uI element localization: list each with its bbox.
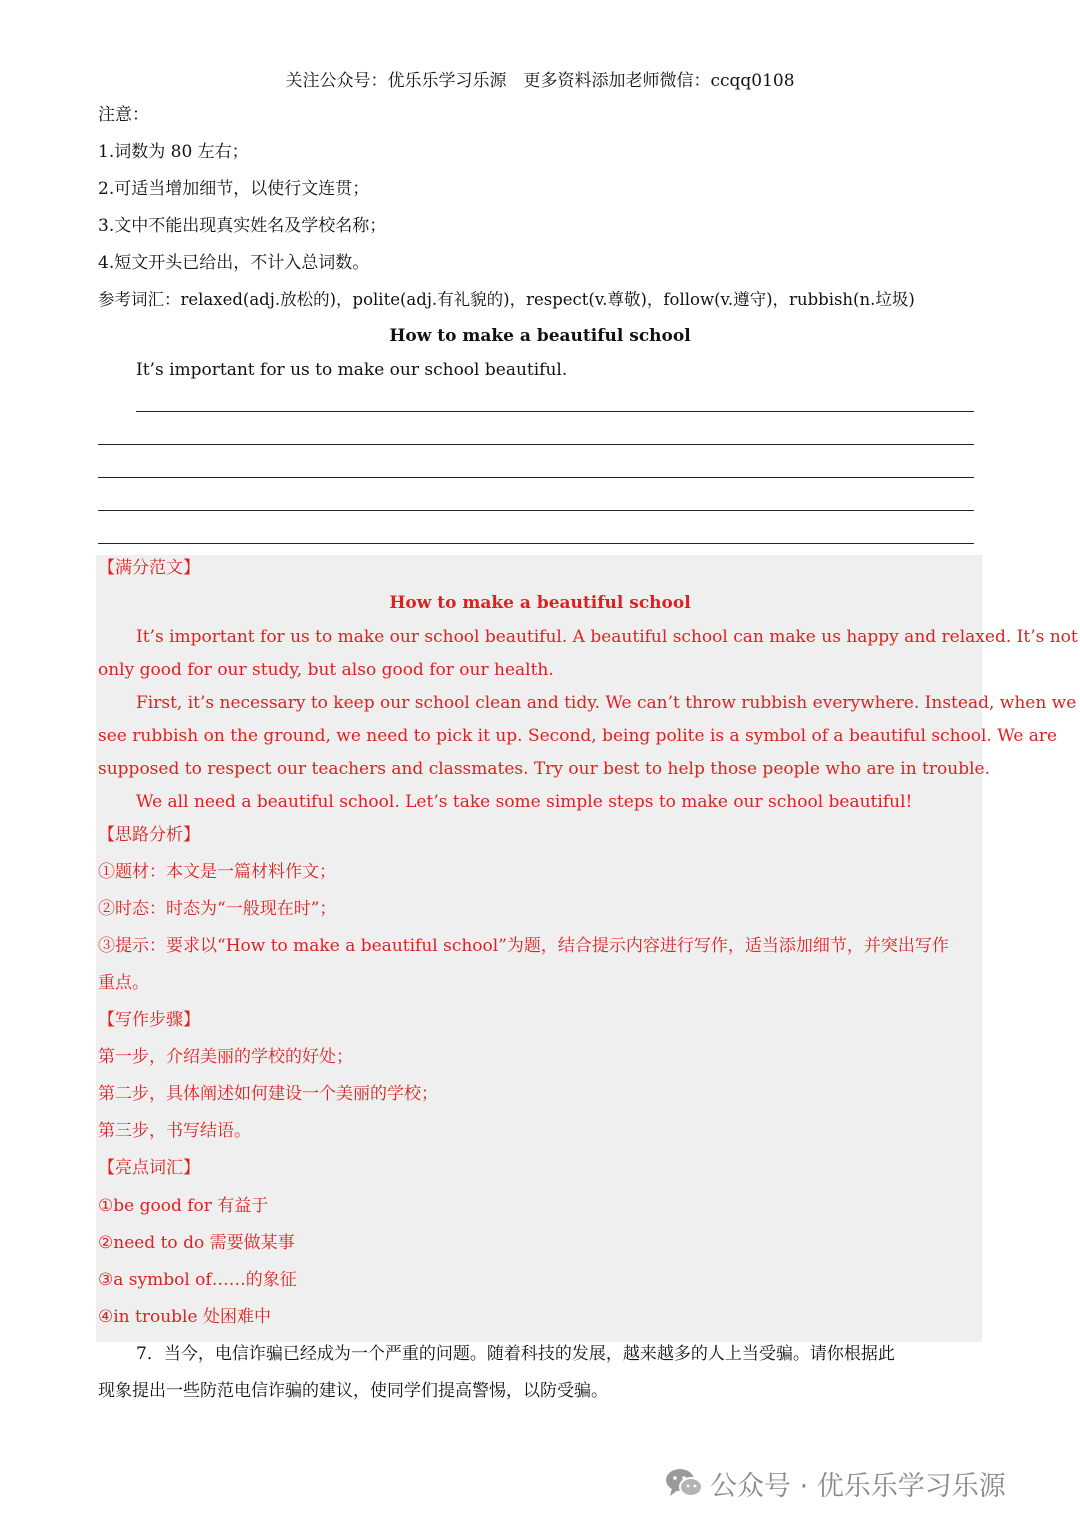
model-essay-heading: 【满分范文】: [98, 558, 200, 578]
note-item: 2.可适当增加细节，以使行文连贯；: [98, 179, 370, 199]
highlight-vocab-item: ①be good for 有益于: [98, 1196, 269, 1216]
essay-line: only good for our study, but also good for our health.: [98, 660, 554, 680]
wechat-icon: [664, 1466, 704, 1500]
question-7-line: 现象提出一些防范电信诈骗的建议，使同学们提高警惕，以防受骗。: [98, 1381, 608, 1401]
analysis-item: ①题材：本文是一篇材料作文；: [98, 862, 336, 882]
step-item: 第二步，具体阐述如何建设一个美丽的学校；: [98, 1084, 438, 1104]
analysis-item: ②时态：时态为“一般现在时”；: [98, 899, 337, 919]
answer-blank-line[interactable]: [98, 477, 974, 478]
answer-blank-line[interactable]: [98, 510, 974, 511]
essay-line: see rubbish on the ground, we need to pick it up. Second, being polite is a symbol of a beautiful school. We are: [98, 726, 1058, 746]
essay-line: It’s important for us to make our school beautiful. A beautiful school can make us happy and relaxed. It’s not: [136, 627, 1078, 647]
highlight-vocab-heading: 【亮点词汇】: [98, 1158, 200, 1178]
model-essay-title: How to make a beautiful school: [389, 593, 691, 613]
answer-blank-line[interactable]: [136, 411, 974, 412]
highlight-vocab-item: ②need to do 需要做某事: [98, 1233, 295, 1253]
page-header: 关注公众号：优乐乐学习乐源 更多资料添加老师微信：ccqq0108: [285, 71, 795, 91]
note-item: 4.短文开头已给出，不计入总词数。: [98, 253, 370, 273]
analysis-item: 重点。: [98, 973, 149, 993]
answer-blank-line[interactable]: [98, 444, 974, 445]
analysis-item: ③提示：要求以“How to make a beautiful school”为题，结合提示内容进行写作，适当添加细节，并突出写作: [98, 936, 949, 956]
highlight-vocab-item: ④in trouble 处困难中: [98, 1307, 271, 1327]
essay-line: First, it’s necessary to keep our school clean and tidy. We can’t throw rubbish everywhere. Instead, when we: [136, 693, 1077, 713]
essay-line: We all need a beautiful school. Let’s take some simple steps to make our school beautiful!: [136, 792, 913, 812]
analysis-heading: 【思路分析】: [98, 825, 200, 845]
prompt-title: How to make a beautiful school: [389, 326, 691, 346]
essay-line: supposed to respect our teachers and classmates. Try our best to help those people who are in trouble.: [98, 759, 990, 779]
answer-blank-line[interactable]: [98, 543, 974, 544]
highlight-vocab-item: ③a symbol of……的象征: [98, 1270, 297, 1290]
note-item: 1.词数为 80 左右；: [98, 142, 249, 162]
watermark-footer: [664, 1462, 1064, 1506]
step-item: 第一步，介绍美丽的学校的好处；: [98, 1047, 353, 1067]
prompt-opening: It’s important for us to make our school beautiful.: [136, 360, 568, 380]
watermark-text: 公众号 · 优乐乐学习乐源: [710, 1471, 1006, 1502]
steps-heading: 【写作步骤】: [98, 1010, 200, 1030]
notes-label: 注意：: [98, 105, 149, 125]
question-7-line: 7．当今，电信诈骗已经成为一个严重的问题。随着科技的发展，越来越多的人上当受骗。请你根据此: [136, 1344, 895, 1364]
reference-vocab: 参考词汇：relaxed(adj.放松的)，polite(adj.有礼貌的)，respect(v.尊敬)，follow(v.遵守)，rubbish(n.垃圾): [98, 290, 915, 309]
step-item: 第三步，书写结语。: [98, 1121, 251, 1141]
note-item: 3.文中不能出现真实姓名及学校名称；: [98, 216, 387, 236]
